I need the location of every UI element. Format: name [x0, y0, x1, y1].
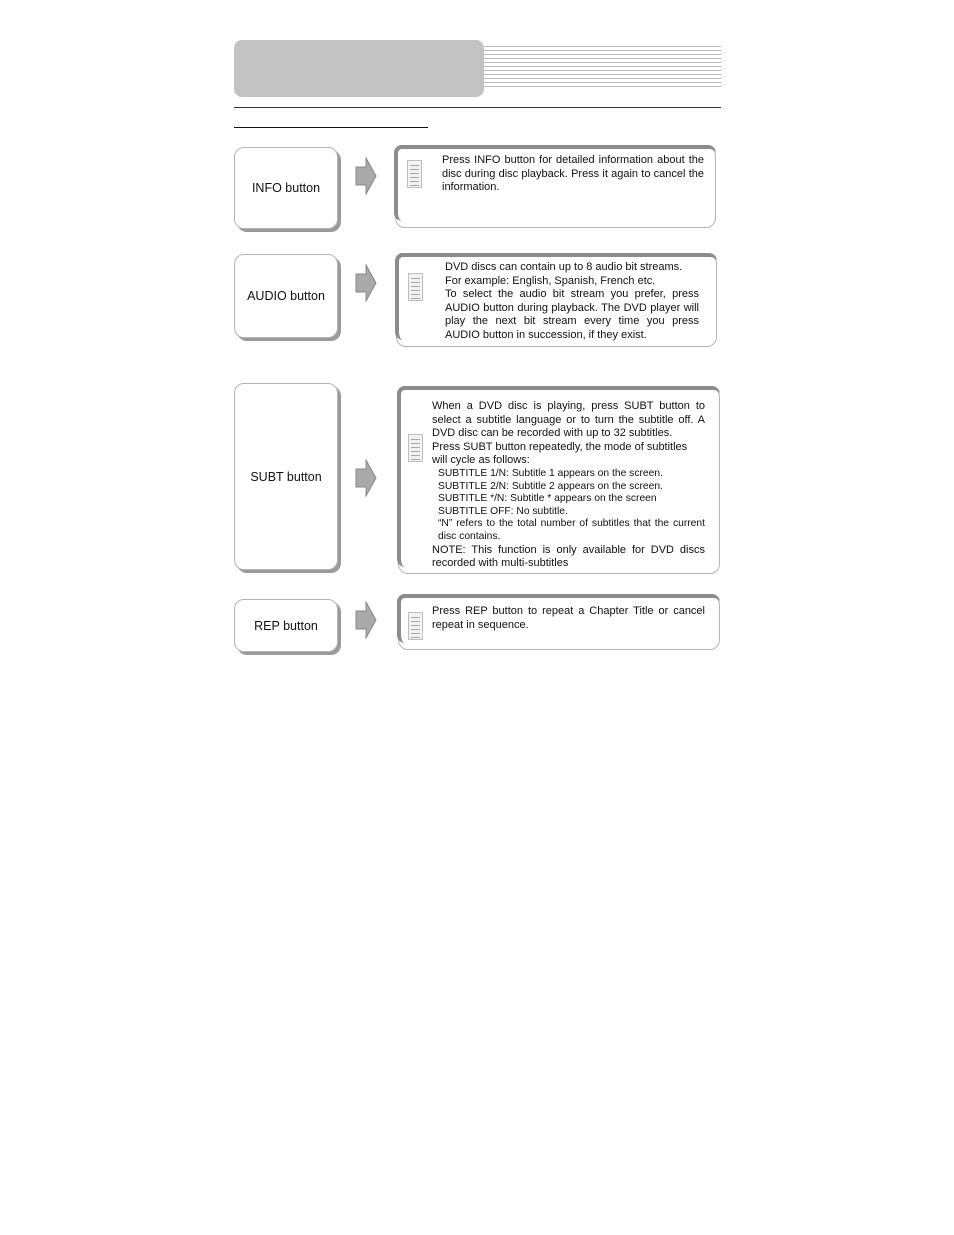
- subt-description-text: When a DVD disc is playing, press SUBT button to select a subtitle language or to turn the subtitle off. A DVD disc can be recorded with up to 32 subtitles. Press SUBT button repeatedly, the mode of subtitles will cycle as follows: SUBTITLE 1/N: Subtitle 1 appears on the screen. SUBTITLE 2/N: Subtitle 2 appears on the screen. SUBTITLE */N: Subtitle * appears on the screen SUBTITLE OFF: No subtitle. “N” refers to the total number of subtitles that the current disc contains. NOTE: This function is only available for DVD discs recorded with multi-subtitles: [432, 400, 705, 570]
- arrow-right-icon: [355, 157, 377, 195]
- subt-button-label: SUBT button: [250, 469, 322, 484]
- subtitle-mode-item: SUBTITLE 2/N: Subtitle 2 appears on the screen.: [438, 480, 663, 492]
- info-description-text: Press INFO button for detailed information about the disc during disc playback. Press it again to cancel the information.: [442, 154, 704, 194]
- subtitle-n-note: “N” refers to the total number of subtitles that the current disc contains.: [438, 518, 705, 542]
- note-icon: [408, 612, 423, 640]
- info-button-label: INFO button: [251, 181, 321, 195]
- header-divider: [234, 107, 721, 108]
- info-description-box: [395, 146, 716, 228]
- note-icon: [408, 434, 423, 462]
- subtitle-note: NOTE: This function is only available for DVD discs recorded with multi-subtitles: [432, 543, 705, 570]
- audio-button-label: AUDIO button: [247, 289, 325, 303]
- rep-description-box: [398, 595, 720, 650]
- arrow-right-icon: [355, 459, 377, 497]
- note-icon: [408, 273, 423, 301]
- header-decorative-lines: [484, 46, 721, 90]
- audio-button-label-box: [234, 254, 338, 338]
- rep-description-text: Press REP button to repeat a Chapter Title or cancel repeat in sequence.: [432, 605, 705, 631]
- subtitle-mode-item: SUBTITLE 1/N: Subtitle 1 appears on the screen.: [438, 467, 663, 479]
- subt-button-label-box: [234, 383, 338, 570]
- note-icon: [407, 160, 422, 188]
- audio-description-box: [396, 254, 717, 347]
- subt-description-box: [398, 387, 720, 574]
- subtitle-mode-item: SUBTITLE */N: Subtitle * appears on the screen: [438, 493, 657, 505]
- section-underline: [234, 127, 428, 128]
- rep-button-label: REP button: [254, 618, 318, 633]
- info-button-label-box: [234, 147, 338, 229]
- subtitle-mode-item: SUBTITLE OFF: No subtitle.: [438, 505, 568, 517]
- arrow-right-icon: [355, 264, 377, 302]
- arrow-right-icon: [355, 601, 377, 639]
- rep-button-label-box: [234, 599, 338, 652]
- header-banner: [234, 40, 484, 97]
- audio-description-text: DVD discs can contain up to 8 audio bit streams. For example: English, Spanish, French etc. To select the audio bit stream you prefer, press AUDIO button during playback. The DVD player will play the next bit stream every time you press AUDIO button in succession, if they exist.: [445, 261, 699, 341]
